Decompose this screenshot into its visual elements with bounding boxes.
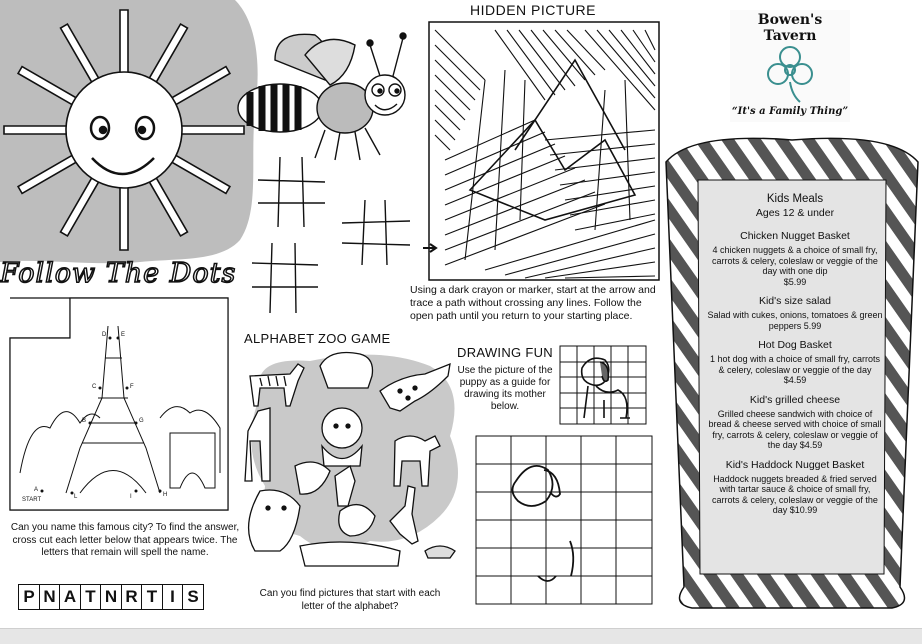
menu-item <box>706 339 884 386</box>
tavern-tagline: “It's a Family Thing” <box>731 106 849 117</box>
menu-item-price: $4.59 <box>783 375 807 385</box>
menu-title: Kids Meals <box>766 193 824 205</box>
dot-label-c: C <box>92 384 97 390</box>
menu-item-name: Kid's grilled cheese <box>749 393 841 406</box>
eiffel-tower-dots[interactable] <box>10 298 230 513</box>
famous-city-question: Can you name this famous city? To find the answer, cross cut each letter below that appears twice. The letters that remain will spell the name. <box>10 522 240 558</box>
letter-box[interactable]: P <box>18 584 40 610</box>
dot-label-g: G <box>139 418 144 424</box>
dot-label-d: D <box>102 332 107 338</box>
letter-box[interactable]: A <box>59 584 81 610</box>
menu-item-desc: 1 hot dog with a choice of small fry, carrots & celery, coleslaw or veggie of the day <box>710 354 880 375</box>
menu-item-desc: Haddock nuggets breaded & fried served with tartar sauce & choice of small fry, carrots & celery, coleslaw or veggie of the day $10.99 <box>712 473 878 515</box>
letter-boxes[interactable] <box>18 584 203 610</box>
menu-item-desc: Salad with cukes, onions, tomatoes & green peppers 5.99 <box>707 310 883 331</box>
menu-item-price: $5.99 <box>783 276 807 287</box>
menu-item-name: Chicken Nugget Basket <box>740 230 850 242</box>
letter-box[interactable]: I <box>162 584 184 610</box>
dot-label-a: A <box>34 487 39 493</box>
letter-box[interactable]: T <box>141 584 163 610</box>
letter-box[interactable]: S <box>182 584 204 610</box>
menu-item <box>706 459 884 516</box>
menu-item-name: Hot Dog Basket <box>758 339 832 351</box>
drawing-fun-instructions: Use the picture of the puppy as a guide for drawing its mother below. <box>457 365 553 412</box>
hidden-picture-instructions: Using a dark crayon or marker, start at the arrow and trace a path without crossing any lines. Follow the open path until you return to your starting place. <box>410 284 656 322</box>
dot-label-e: E <box>121 332 126 338</box>
menu-item-name: Kid's size salad <box>758 295 832 307</box>
dot-label-b: B <box>82 418 87 424</box>
letter-box[interactable]: N <box>39 584 61 610</box>
alphabet-zoo-animals[interactable] <box>240 346 470 581</box>
drawing-grid[interactable] <box>476 436 656 606</box>
menu-item <box>706 295 884 331</box>
dot-label-f: F <box>130 384 134 390</box>
hidden-picture-maze[interactable] <box>425 20 661 282</box>
tavern-name: Bowen's Tavern <box>757 12 823 44</box>
tic-tac-toe-grids <box>250 145 420 315</box>
letter-box[interactable]: N <box>100 584 122 610</box>
menu-ages: Ages 12 & under <box>755 207 835 219</box>
dot-label-l: L <box>74 494 78 500</box>
alphabet-zoo-title: ALPHABET ZOO GAME <box>244 331 391 346</box>
letter-box[interactable]: T <box>80 584 102 610</box>
dot-label-i: I <box>130 494 132 500</box>
drawing-fun-title: DRAWING FUN <box>457 345 553 360</box>
dot-label-h: H <box>163 492 168 498</box>
bee-icon <box>235 30 415 160</box>
menu-item-desc: Grilled cheese sandwich with choice of bread & cheese served with choice of small fry, carrots & celery, coleslaw or veggie of the day $4.59 <box>708 408 882 450</box>
menu-item-name: Kid's Haddock Nugget Basket <box>725 458 865 471</box>
menu-item <box>706 394 884 451</box>
kids-menu <box>706 190 884 524</box>
alphabet-zoo-question: Can you find pictures that start with each letter of the alphabet? <box>259 588 441 612</box>
letter-box[interactable]: R <box>121 584 143 610</box>
bottom-strip <box>0 628 922 644</box>
menu-item <box>706 230 884 287</box>
hidden-picture-title: HIDDEN PICTURE <box>470 2 597 18</box>
sun-illustration <box>0 0 260 300</box>
menu-item-desc: 4 chicken nuggets & a choice of small fry, carrots & celery, coleslaw or veggie of the day with one dip <box>712 245 878 276</box>
follow-dots-title: Follow The Dots <box>0 258 237 289</box>
dot-label-start: START <box>22 497 42 503</box>
puppy-icon <box>582 358 630 418</box>
puppy-guide-grid <box>560 346 650 428</box>
